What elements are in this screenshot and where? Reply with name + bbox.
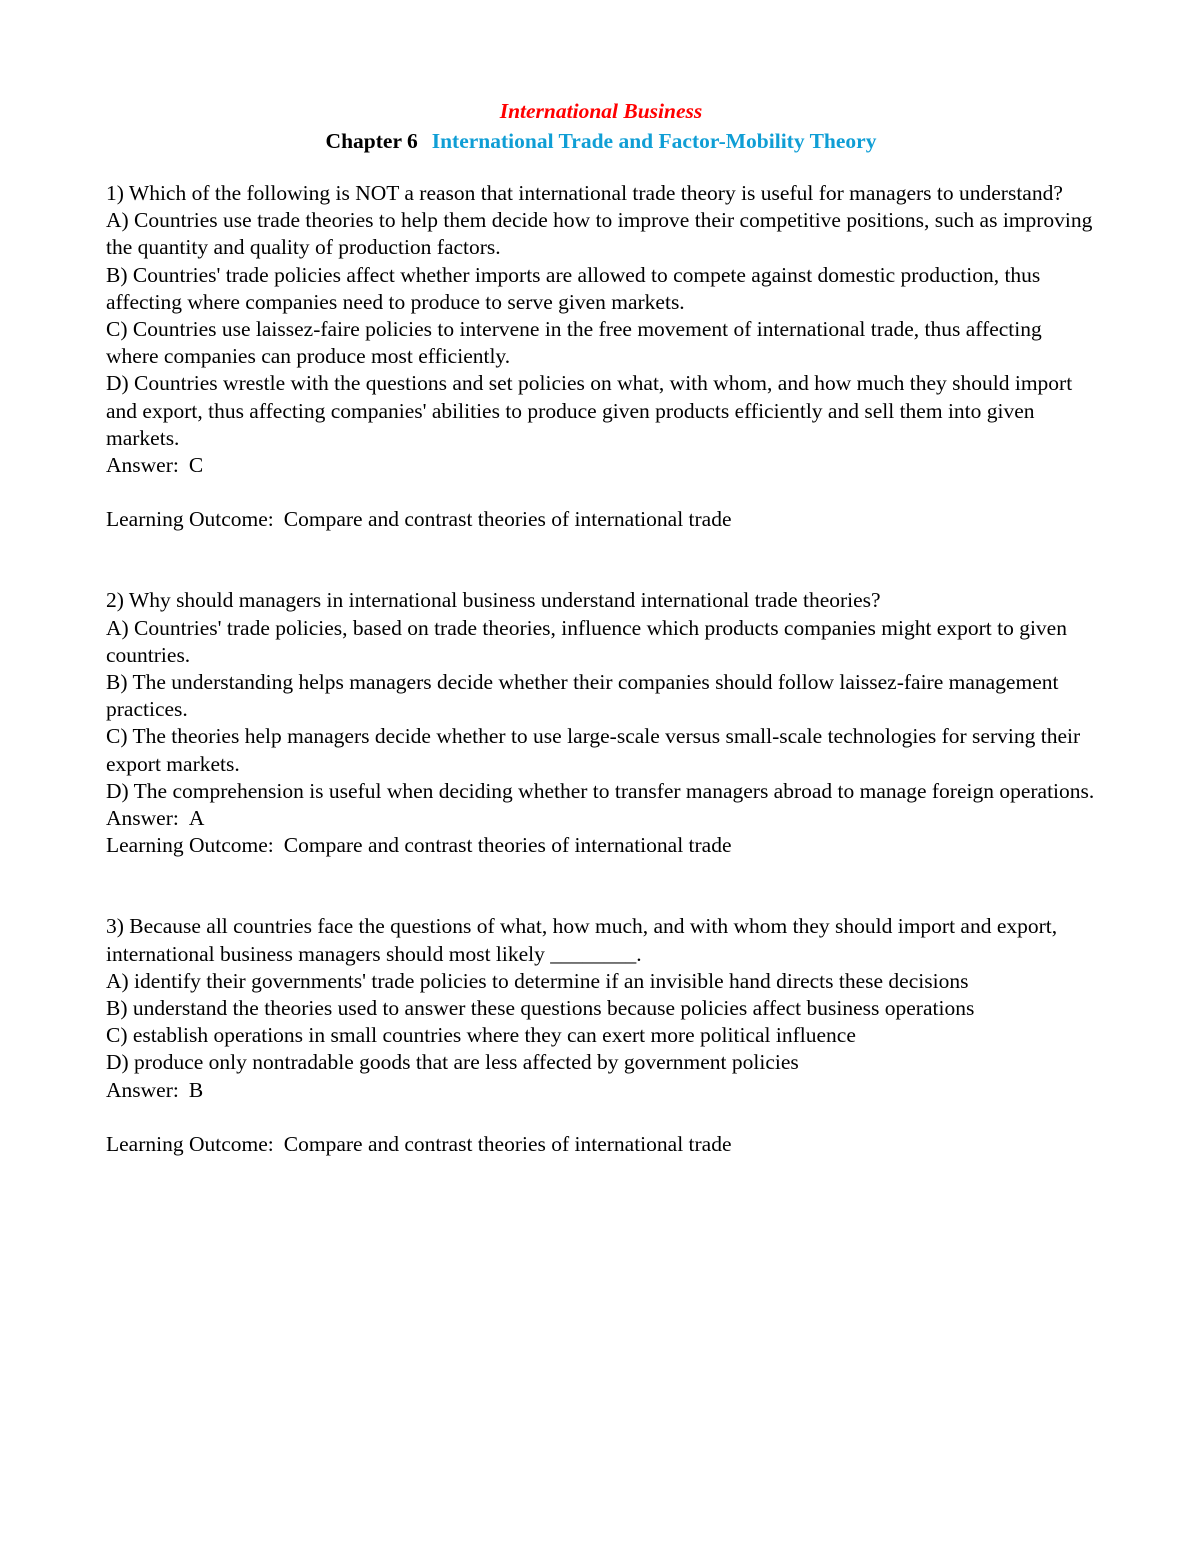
- answer-value: B: [188, 1077, 204, 1102]
- option-c: C) Countries use laissez-faire policies to intervene in the free movement of international trade, thus affecting where companies can produce most efficiently.: [106, 317, 1042, 369]
- option-b: B) understand the theories used to answer these questions because policies affect business operations: [106, 996, 975, 1021]
- option-a: A) Countries use trade theories to help them decide how to improve their competitive positions, such as improving the quantity and quality of production factors.: [106, 208, 1093, 260]
- option-c: C) establish operations in small countries where they can exert more political influence: [106, 1023, 856, 1048]
- option-b: B) Countries' trade policies affect whether imports are allowed to compete against domestic production, thus affecting where companies need to produce to serve given markets.: [106, 262, 1041, 314]
- option-d: D) produce only nontradable goods that are less affected by government policies: [106, 1050, 799, 1075]
- answer-line: [106, 452, 1096, 479]
- answer-label: Answer:: [106, 1077, 179, 1102]
- learning-outcome-label: Learning Outcome:: [106, 833, 274, 858]
- answer-value: C: [188, 453, 204, 478]
- question-1: [106, 180, 1096, 533]
- option-b: B) The understanding helps managers decide whether their companies should follow laissez-faire management practices.: [106, 670, 1059, 722]
- option-c: C) The theories help managers decide whether to use large-scale versus small-scale technologies for serving their export markets.: [106, 724, 1081, 776]
- question-3: [106, 913, 1096, 1158]
- question-stem: 3) Because all countries face the questions of what, how much, and with whom they should import and export, international business managers should most likely ________.: [106, 914, 1058, 966]
- option-d: D) The comprehension is useful when deciding whether to transfer managers abroad to manage foreign operations.: [106, 778, 1095, 803]
- answer-label: Answer:: [106, 453, 179, 478]
- document-page: [106, 96, 1096, 1158]
- learning-outcome-label: Learning Outcome:: [106, 507, 274, 532]
- learning-outcome-line: [106, 506, 1096, 533]
- learning-outcome-text: Compare and contrast theories of international trade: [283, 1131, 732, 1156]
- answer-line: [106, 805, 1096, 832]
- option-a: A) identify their governments' trade policies to determine if an invisible hand directs these decisions: [106, 968, 969, 993]
- learning-outcome-text: Compare and contrast theories of international trade: [283, 833, 732, 858]
- answer-label: Answer:: [106, 806, 179, 831]
- chapter-heading: [106, 126, 1096, 156]
- question-2: [106, 587, 1096, 859]
- learning-outcome-text: Compare and contrast theories of international trade: [283, 507, 732, 532]
- option-d: D) Countries wrestle with the questions and set policies on what, with whom, and how much they should import and export, thus affecting companies' abilities to produce given products efficiently and sell them into given markets.: [106, 371, 1073, 450]
- chapter-title: International Trade and Factor-Mobility Theory: [431, 129, 877, 153]
- question-stem: 1) Which of the following is NOT a reason that international trade theory is useful for managers to understand?: [106, 181, 1063, 205]
- option-a: A) Countries' trade policies, based on trade theories, influence which products companies might export to given countries.: [106, 615, 1067, 667]
- answer-value: A: [188, 806, 205, 831]
- book-title: International Business: [499, 99, 703, 123]
- learning-outcome-line: [106, 832, 1096, 859]
- chapter-label: Chapter 6: [325, 129, 418, 153]
- learning-outcome-label: Learning Outcome:: [106, 1131, 274, 1156]
- answer-line: [106, 1077, 1096, 1104]
- question-stem: 2) Why should managers in international business understand international trade theories?: [106, 588, 881, 613]
- learning-outcome-line: [106, 1131, 1096, 1158]
